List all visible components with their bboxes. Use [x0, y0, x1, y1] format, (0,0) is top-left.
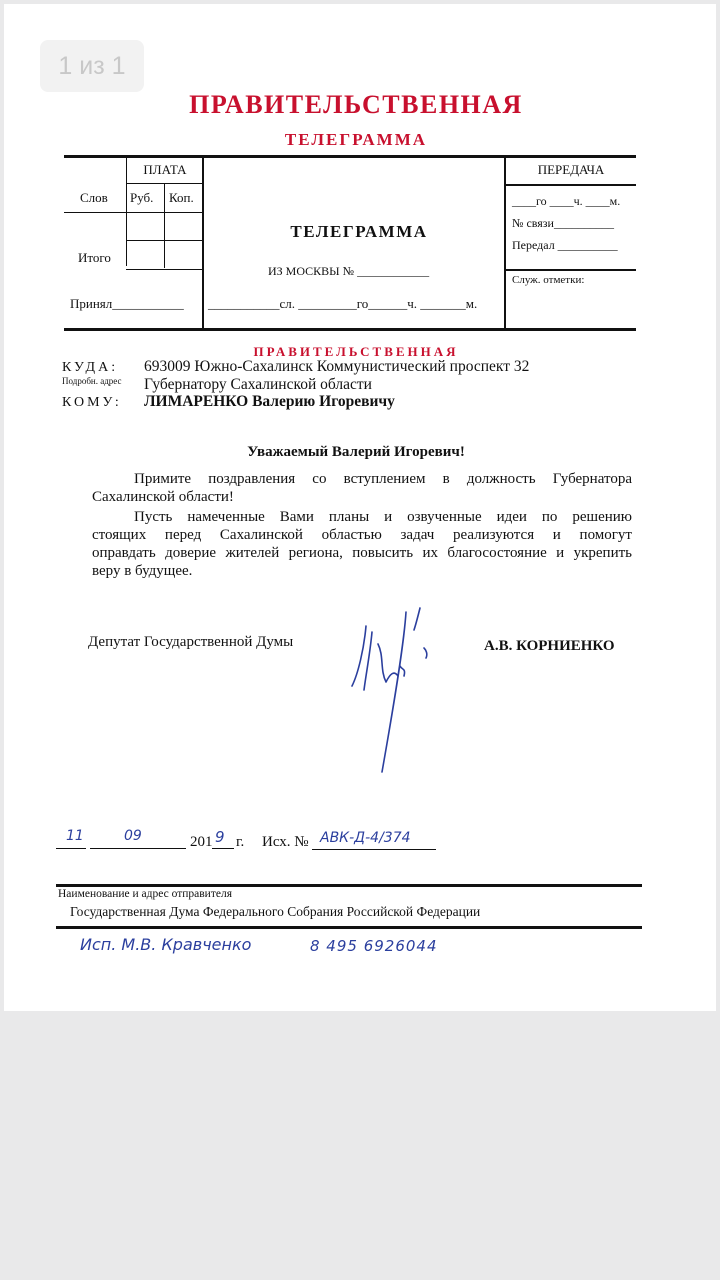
podrob-value: Губернатору Сахалинской области — [144, 376, 372, 393]
peredacha-label: ПЕРЕДАЧА — [537, 162, 605, 177]
para2-line3: оправдать доверие жителей региона, повысить их благосостояние и укрепить — [92, 545, 632, 561]
para2-line2: стоящих перед Сахалинской областью задач реализуются и помогут — [92, 527, 632, 543]
podrob-label: Подробн. адрес — [62, 376, 122, 386]
executor-name: Исп. М.В. Кравченко — [80, 935, 252, 954]
ref-month: 09 — [124, 828, 142, 844]
handwritten-signature — [334, 604, 454, 779]
para1-line2: Сахалинской области! — [92, 489, 234, 505]
ish-label: Исх. № — [262, 834, 309, 850]
gov-label: ПРАВИТЕЛЬСТВЕННАЯ — [253, 344, 459, 359]
greeting: Уважаемый Валерий Игоревич! — [247, 444, 465, 460]
itogo-label: Итого — [78, 250, 111, 265]
ish-number: АВК-Д-4/374 — [320, 830, 411, 846]
sender-label: Наименование и адрес отправителя — [58, 888, 232, 900]
ref-year-prefix: 201 — [190, 834, 213, 850]
komu-label: КОМУ: — [62, 395, 122, 410]
document-title: ПРАВИТЕЛЬСТВЕННАЯ — [189, 90, 523, 119]
para2-line1: Пусть намеченные Вами планы и озвученные идеи по решению — [134, 509, 632, 525]
sender-name: Государственная Дума Федерального Собрания Российской Федерации — [70, 904, 481, 919]
iz-moskvy-field: ИЗ МОСКВЫ № ____________ — [268, 264, 430, 278]
ref-day: 11 — [66, 828, 84, 844]
para1-line1: Примите поздравления со вступлением в должность Губернатора — [134, 471, 632, 487]
peredal-field: Передал __________ — [512, 238, 618, 252]
komu-value: ЛИМАРЕНКО Валерию Игоревичу — [144, 393, 395, 410]
svyazi-field: № связи__________ — [512, 216, 614, 230]
plata-label: ПЛАТА — [143, 162, 187, 177]
kop-label: Коп. — [169, 190, 194, 205]
kuda-value: 693009 Южно-Сахалинск Коммунистический проспект 32 — [144, 358, 530, 375]
slov-label: Слов — [80, 190, 108, 205]
ref-year-unit: г. — [236, 834, 245, 850]
signer-name: А.В. КОРНИЕНКО — [484, 638, 615, 654]
rub-label: Руб. — [130, 190, 154, 205]
signer-position: Депутат Государственной Думы — [88, 634, 294, 650]
executor-phone: 8 495 6926044 — [310, 937, 438, 955]
document-subtitle: ТЕЛЕГРАММА — [284, 130, 428, 149]
page-indicator: 1 из 1 — [40, 40, 144, 92]
ref-year-suffix: 9 — [215, 828, 225, 846]
kuda-label: КУДА: — [62, 360, 119, 375]
telegram-heading: ТЕЛЕГРАММА — [290, 222, 428, 241]
prinyal-field: Принял___________ — [70, 296, 184, 311]
document-page — [4, 4, 716, 1011]
go-field: ____го ____ч. ____м. — [512, 194, 621, 208]
time-field: ___________сл. _________го______ч. _______м. — [208, 296, 478, 311]
sluzh-field: Служ. отметки: — [512, 274, 585, 286]
para2-line4: веру в будущее. — [92, 563, 193, 579]
